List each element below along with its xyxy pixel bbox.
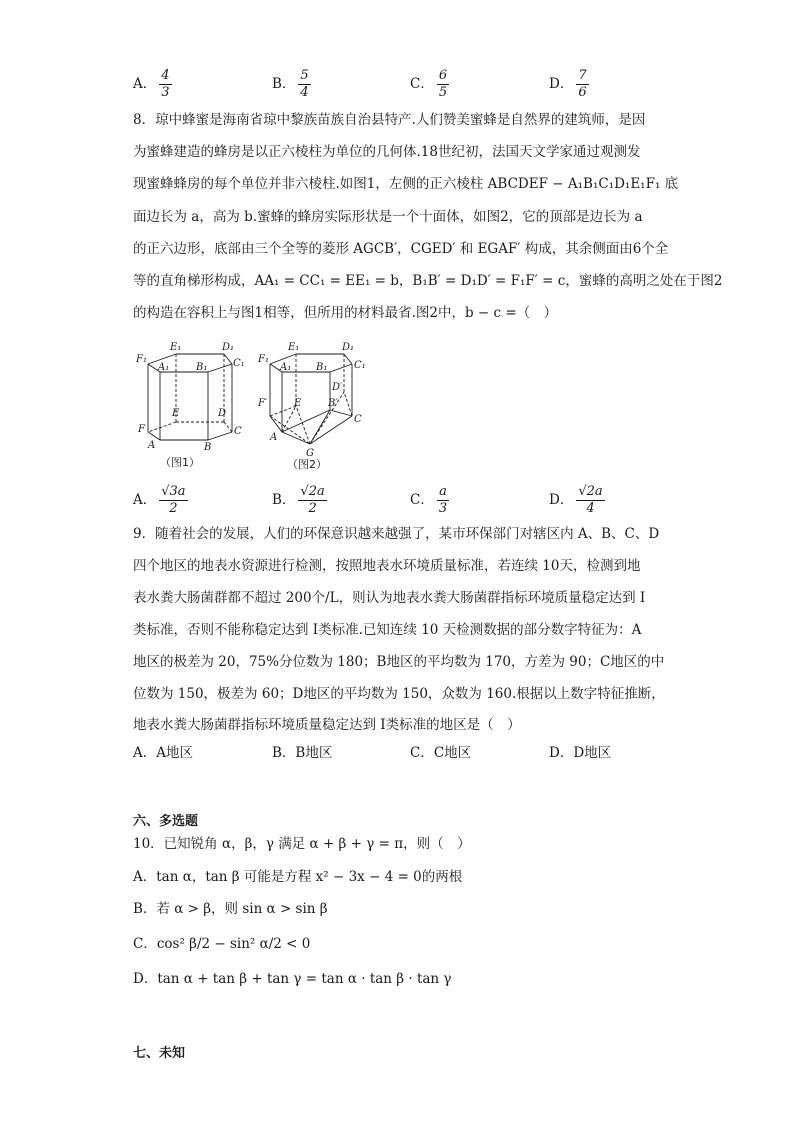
q8-line-5: 的正六边形，底部由三个全等的菱形 AGCB′，CGED′ 和 EGAF′ 构成，其余侧面由6个全: [133, 241, 669, 257]
section-7-heading: 七、未知: [133, 1046, 186, 1061]
q8-line-3: 现蜜蜂蜂房的每个单位并非六棱柱.如图1，左侧的正六棱柱 ABCDEF − A₁B₁C₁D₁E₁F₁ 底: [133, 176, 679, 192]
figure-1-hex-prism: [136, 336, 246, 454]
q9-line-2: 四个地区的地表水资源进行检测，按照地表水环境质量标准，若连续 10天，检测到地: [133, 558, 641, 574]
numerator: √2a: [578, 484, 603, 499]
fig2-label-c1: C₁: [354, 360, 366, 371]
option-label: C．: [410, 76, 434, 92]
q9-line-5: 地区的极差为 20，75%分位数为 180；B地区的平均数为 170，方差为 90；C地区的中: [133, 654, 665, 670]
fig2-label-a1: A₁: [280, 362, 292, 373]
q8-line-4: 面边长为 a，高为 b.蜜蜂的蜂房实际形状是一个十面体，如图2，它的顶部是边长为 a: [133, 209, 643, 225]
q10-option-a: A．tan α，tan β 可能是方程 x² − 3x − 4 = 0的两根: [133, 869, 463, 885]
denominator: 5: [438, 85, 448, 100]
denominator: 4: [586, 501, 595, 516]
fig2-label-a: A: [270, 432, 278, 443]
fig1-label-b1: B₁: [196, 362, 208, 373]
section-6-heading: 六、多选题: [133, 814, 199, 829]
q10-option-c: C．cos² β/2 − sin² α/2 < 0: [133, 936, 311, 952]
fig2-label-f-prime: F′: [258, 398, 268, 409]
denominator: 2: [308, 501, 317, 516]
denominator: 3: [161, 85, 170, 100]
option-label: B．: [272, 492, 296, 508]
q8-line-1: 8．琼中蜂蜜是海南省琼中黎族苗族自治县特产.人们赞美蜜蜂是自然界的建筑师，是因: [133, 112, 646, 128]
q8-line-7: 的构造在容积上与图1相等，但所用的材料最省.图2中，b − c =（ ）: [133, 305, 558, 321]
numerator: 5: [300, 68, 309, 83]
q8-option-c: [410, 484, 449, 517]
q9-option-b: B．B地区: [272, 745, 333, 761]
denominator: 3: [438, 501, 448, 516]
option-label: D．: [549, 492, 574, 508]
numerator: a: [439, 484, 447, 499]
numerator: √2a: [300, 484, 325, 499]
q9-option-a: A．A地区: [133, 745, 193, 761]
q10-option-b: B．若 α > β，则 sin α > sin β: [133, 901, 328, 917]
fig1-label-e: E: [172, 408, 180, 419]
fig2-label-d1: D₁: [342, 342, 355, 353]
denominator: 4: [300, 85, 309, 100]
q8-option-b: [272, 484, 327, 517]
q9-line-7: 地表水粪大肠菌群指标环境质量稳定达到 I类标准的地区是（ ）: [133, 717, 521, 733]
q10-option-d: D．tan α + tan β + tan γ = tan α · tan β · tan γ: [133, 971, 452, 987]
q9-line-4: 类标准，否则不能称稳定达到 I类标准.已知连续 10 天检测数据的部分数字特征为：A: [133, 622, 642, 638]
q8-option-d: [549, 484, 605, 517]
option-label: A．: [133, 76, 157, 92]
fraction: [576, 68, 588, 101]
fig1-label-c: C: [234, 426, 242, 437]
fraction: [437, 484, 449, 517]
fraction: [437, 68, 449, 101]
fig2-label-b1: B₁: [316, 362, 328, 373]
fig2-label-b-prime: B′: [328, 398, 338, 409]
numerator: 4: [161, 68, 170, 83]
figure-2-caption: （图2）: [287, 458, 327, 471]
option-label: B．: [272, 76, 296, 92]
q8-line-6: 等的直角梯形构成，AA₁ = CC₁ = EE₁ = b，B₁B′ = D₁D′ = F₁F′ = c，蜜蜂的高明之处在于图2: [133, 273, 723, 289]
q9-option-d: D．D地区: [549, 745, 612, 761]
q8-option-a: [133, 484, 188, 517]
fig2-label-c: C: [354, 414, 362, 425]
fig1-label-d: D: [218, 408, 227, 419]
fig2-label-e: E: [294, 398, 302, 409]
fig2-label-e1: E₁: [288, 342, 300, 353]
denominator: 6: [578, 85, 587, 100]
figure-1-caption: （图1）: [160, 456, 200, 469]
option-label: A．: [133, 492, 157, 508]
fraction: [159, 68, 171, 101]
fig2-label-d-prime: D′: [332, 382, 343, 393]
q7-option-c: [410, 68, 449, 101]
fig1-label-d1: D₁: [222, 342, 235, 353]
option-label: D．: [549, 76, 574, 92]
denominator: 2: [169, 501, 178, 516]
fraction: [298, 484, 326, 517]
q7-option-b: [272, 68, 311, 101]
fig1-label-e1: E₁: [170, 342, 182, 353]
q7-option-d: [549, 68, 589, 101]
q10-stem: 10．已知锐角 α，β，γ 满足 α + β + γ = π，则（ ）: [133, 836, 471, 852]
numerator: 6: [438, 68, 448, 83]
fraction: [298, 68, 310, 101]
figure-2-honeycomb-cell: [258, 336, 368, 460]
fig2-label-f1: F₁: [258, 354, 269, 365]
numerator: 7: [578, 68, 587, 83]
fig1-label-f1: F₁: [136, 354, 147, 365]
fig1-label-b: B: [204, 442, 212, 453]
q9-line-1: 9．随着社会的发展，人们的环保意识越来越强了，某市环保部门对辖区内 A、B、C、D: [133, 526, 660, 542]
fig1-label-f: F: [138, 424, 145, 435]
option-label: C．: [410, 492, 434, 508]
fig2-label-g: G: [306, 448, 314, 459]
q8-line-2: 为蜜蜂建造的蜂房是以正六棱柱为单位的几何体.18世纪初，法国天文学家通过观测发: [133, 144, 641, 160]
fig1-label-a1: A₁: [158, 362, 170, 373]
q9-line-3: 表水粪大肠菌群都不超过 200个/L，则认为地表水粪大肠菌群指标环境质量稳定达到 I: [133, 590, 646, 606]
fraction: [159, 484, 187, 517]
q7-option-a: [133, 68, 172, 101]
q9-line-6: 位数为 150，极差为 60；D地区的平均数为 150，众数为 160.根据以上数字特征推断，: [133, 686, 665, 702]
fig1-label-c1: C₁: [233, 358, 245, 369]
q9-option-c: C．C地区: [410, 745, 472, 761]
fig1-label-a: A: [148, 440, 156, 451]
fraction: [576, 484, 604, 517]
numerator: √3a: [161, 484, 186, 499]
